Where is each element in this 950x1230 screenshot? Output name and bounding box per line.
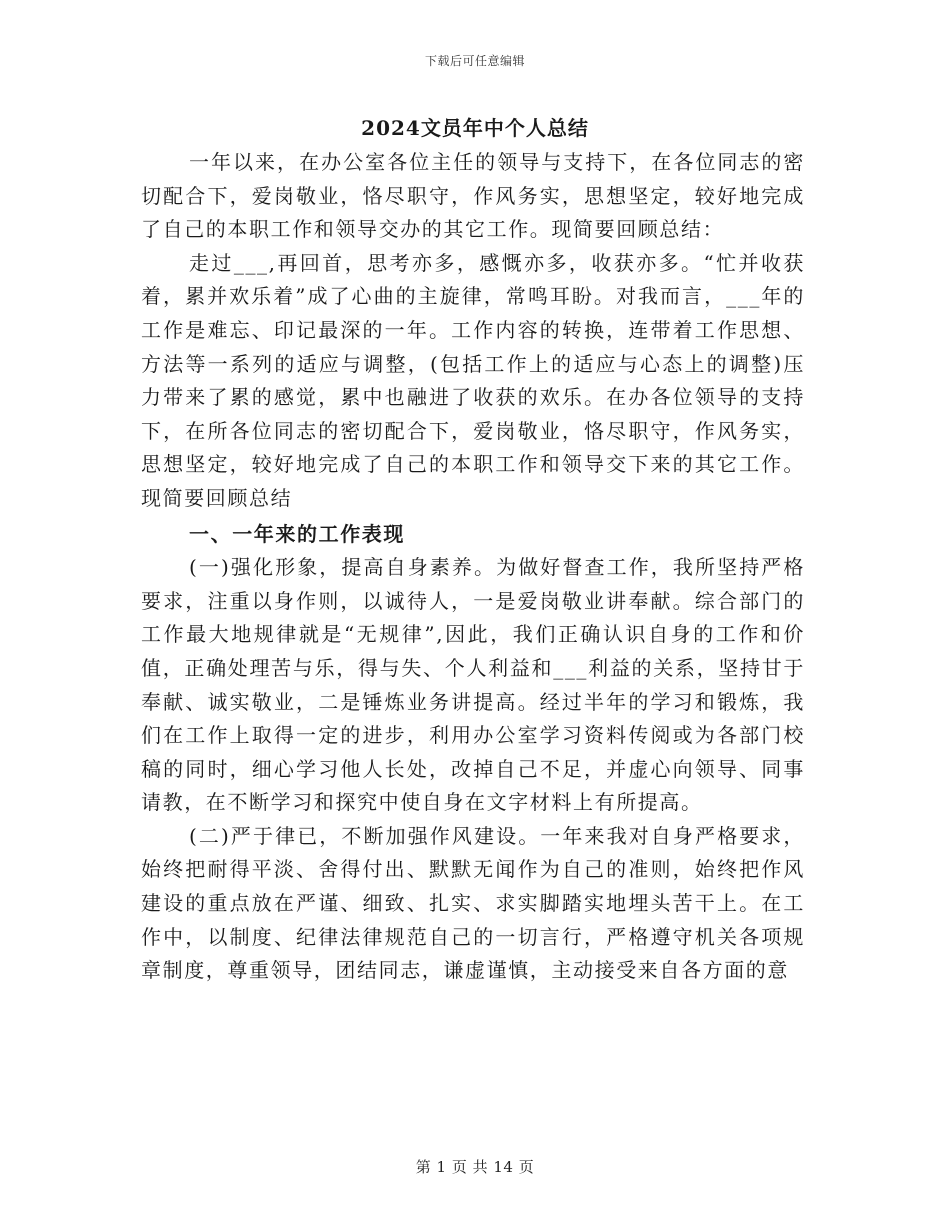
section-paragraph-2: (二)严于律已，不断加强作风建设。一年来我对自身严格要求，始终把耐得平淡、舍得付出、默默无闻作为自己的准则，始终把作风建设的重点放在严谨、细致、扎实、求实脚踏实地埋头苦干上。在工作中，以制度、纪律法律规范自己的一切言行，严格遵守机关各项规章制度，尊重领导，团结同志，谦虚谨慎，主动接受来自各方面的意 [141, 823, 805, 983]
section-paragraph-1: (一)强化形象，提高自身素养。为做好督查工作，我所坚持严格要求，注重以身作则，以诚待人，一是爱岗敬业讲奉献。综合部门的工作最大地规律就是“无规律”,因此，我们正确认识自身的工作和价值，正确处理苦与乐，得与失、个人利益和___利益的关系，坚持甘于奉献、诚实敬业，二是锤炼业务讲提高。经过半年的学习和锻炼，我们在工作上取得一定的进步，利用办公室学习资料传阅或为各部门校稿的同时，细心学习他人长处，改掉自己不足，并虚心向领导、同事请教，在不断学习和探究中使自身在文字材料上有所提高。 [141, 555, 805, 815]
header-note: 下载后可任意编辑 [424, 54, 525, 68]
document-title: 2024文员年中个人总结 [361, 116, 589, 140]
page-number: 第 1 页 共 14 页 [415, 1158, 535, 1176]
review-paragraph: 走过___,再回首，思考亦多，感慨亦多，收获亦多。“忙并收获着，累并欢乐着”成了心曲的主旋律，常鸣耳盼。对我而言，___年的工作是难忘、印记最深的一年。工作内容的转换，连带着工作思想、方法等一系列的适应与调整，(包括工作上的适应与心态上的调整)压力带来了累的感觉，累中也融进了收获的欢乐。在办各位领导的支持下，在所各位同志的密切配合下，爱岗敬业，恪尽职守，作风务实，思想坚定，较好地完成了自己的本职工作和领导交下来的其它工作。现简要回顾总结 [141, 250, 805, 510]
section-heading: 一、一年来的工作表现 [189, 521, 405, 546]
intro-paragraph: 一年以来，在办公室各位主任的领导与支持下，在各位同志的密切配合下，爱岗敬业，恪尽职守，作风务实，思想坚定，较好地完成了自己的本职工作和领导交办的其它工作。现简要回顾总结： [141, 150, 805, 242]
document-body [141, 146, 805, 988]
